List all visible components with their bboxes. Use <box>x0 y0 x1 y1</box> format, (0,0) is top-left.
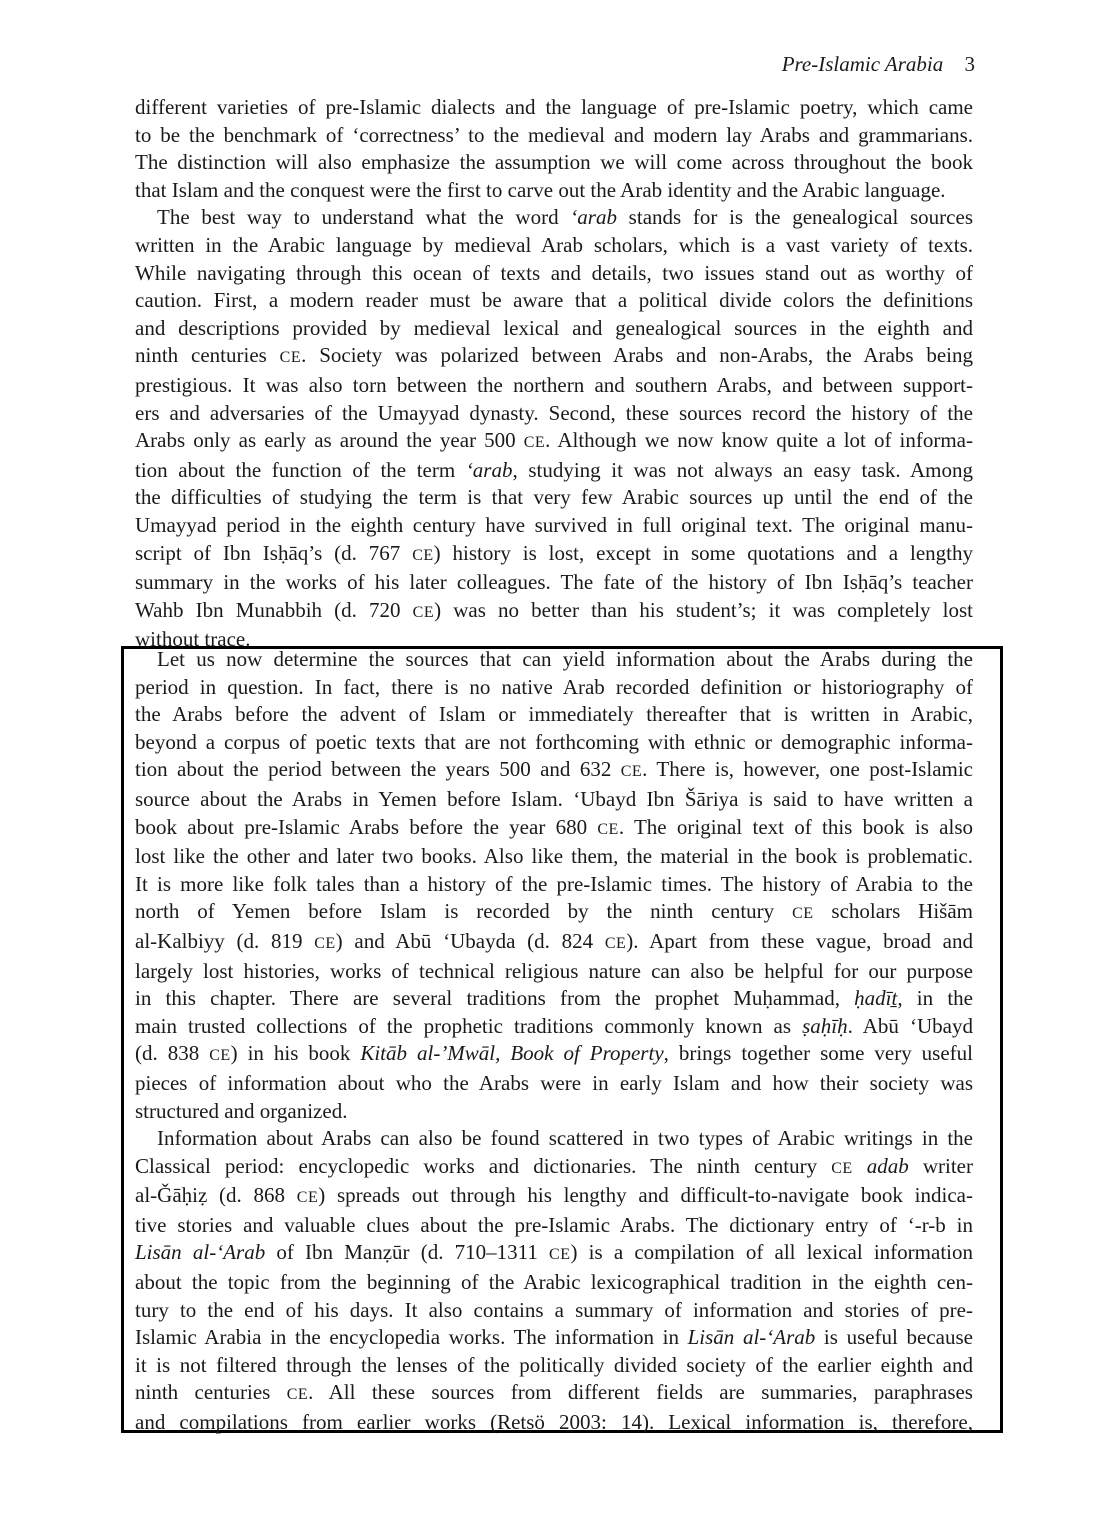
text-line: script of Ibn Isḥāq’s (d. 767 CE) history is lost, except in some quotations and a lengthy <box>135 540 973 565</box>
text-line: the difficulties of studying the term is that very few Arabic sources up until the end of the <box>135 485 973 510</box>
text-line: without trace. <box>135 627 251 652</box>
text-line: Islamic Arabia in the encyclopedia works. The information in Lisān al-‘Arab is useful because <box>135 1325 973 1350</box>
text-line: al-Ǧāḥiẓ (d. 868 CE) spreads out through his lengthy and difficult-to-navigate book indica- <box>135 1183 973 1208</box>
text-line: Arabs only as early as around the year 500 CE. Although we now know quite a lot of informa- <box>135 428 973 453</box>
text-line: Wahb Ibn Munabbih (d. 720 CE) was no better than his student’s; it was completely lost <box>135 597 973 622</box>
text-line: north of Yemen before Islam is recorded by the ninth century CE scholars Hišām <box>135 899 973 924</box>
text-line: and compilations from earlier works (Retsö 2003: 14). Lexical information is, therefore, <box>135 1410 973 1435</box>
text-line: pieces of information about who the Arabs were in early Islam and how their society was <box>135 1070 973 1095</box>
text-line: tive stories and valuable clues about the pre-Islamic Arabs. The dictionary entry of ‘-r-b in <box>135 1212 973 1237</box>
text-line: The distinction will also emphasize the assumption we will come across throughout the book <box>135 150 973 175</box>
text-line: caution. First, a modern reader must be aware that a political divide colors the definitions <box>135 288 973 313</box>
text-line: written in the Arabic language by medieval Arab scholars, which is a vast variety of texts. <box>135 232 973 257</box>
text-line: the Arabs before the advent of Islam or immediately thereafter that is written in Arabic, <box>135 702 973 727</box>
text-line: beyond a corpus of poetic texts that are not forthcoming with ethnic or demographic informa- <box>135 729 973 754</box>
boxed-text-block <box>135 646 973 1437</box>
text-line: book about pre-Islamic Arabs before the year 680 CE. The original text of this book is also <box>135 814 974 839</box>
text-line: it is not filtered through the lenses of the politically divided society of the earlier eighth and <box>135 1352 973 1377</box>
text-line: ninth centuries CE. Society was polarized between Arabs and non-Arabs, the Arabs being <box>135 343 974 368</box>
top-text-block <box>135 94 973 654</box>
text-line: It is more like folk tales than a history of the pre-Islamic times. The history of Arabia to the <box>135 871 973 896</box>
text-line: prestigious. It was also torn between the northern and southern Arabs, and between support- <box>135 372 973 397</box>
text-line: al-Kalbiyy (d. 819 CE) and Abū ‘Ubayda (d. 824 CE). Apart from these vague, broad and <box>135 928 973 953</box>
running-header <box>782 52 975 77</box>
text-line: (d. 838 CE) in his book Kitāb al-’Mwāl, Book of Property, brings together some very useful <box>135 1041 973 1066</box>
text-line: ninth centuries CE. All these sources from different fields are summaries, paraphrases <box>135 1380 973 1405</box>
text-line: Lisān al-‘Arab of Ibn Manẓūr (d. 710–1311 CE) is a compilation of all lexical information <box>135 1240 973 1265</box>
text-line: different varieties of pre-Islamic dialects and the language of pre-Islamic poetry, which came <box>135 95 973 119</box>
text-line: period in question. In fact, there is no native Arab recorded definition or historiography of <box>135 674 973 699</box>
text-line: Let us now determine the sources that can yield information about the Arabs during the <box>157 647 973 671</box>
text-line: tion about the function of the term ‘arab, studying it was not always an easy task. Among <box>135 457 974 482</box>
text-line: source about the Arabs in Yemen before Islam. ‘Ubayd Ibn Šāriya is said to have written a <box>135 786 973 811</box>
text-line: The best way to understand what the word ‘arab stands for is the genealogical sources <box>157 205 973 230</box>
running-title: Pre-Islamic Arabia <box>781 52 944 76</box>
text-line: lost like the other and later two books. Also like them, the material in the book is problematic. <box>135 844 973 869</box>
text-line: Information about Arabs can also be found scattered in two types of Arabic writings in the <box>157 1126 973 1151</box>
page-number: 3 <box>964 52 975 76</box>
text-line: and descriptions provided by medieval lexical and genealogical sources in the eighth and <box>135 315 973 340</box>
text-line: to be the benchmark of ‘correctness’ to the medieval and modern lay Arabs and grammarians. <box>135 122 973 147</box>
text-line: While navigating through this ocean of texts and details, two issues stand out as worthy of <box>135 260 973 285</box>
text-line: tion about the period between the years 500 and 632 CE. There is, however, one post-Islamic <box>135 757 973 782</box>
text-line: summary in the works of his later colleagues. The fate of the history of Ibn Isḥāq’s teacher <box>135 570 973 595</box>
text-line: in this chapter. There are several traditions from the prophet Muḥammad, ḥadīṯ, in the <box>135 986 973 1011</box>
text-line: Classical period: encyclopedic works and dictionaries. The ninth century CE adab writer <box>135 1153 973 1178</box>
text-line: that Islam and the conquest were the first to carve out the Arab identity and the Arabic language. <box>135 177 946 202</box>
text-line: about the topic from the beginning of the Arabic lexicographical tradition in the eighth cen- <box>135 1270 973 1295</box>
text-line: ers and adversaries of the Umayyad dynasty. Second, these sources record the history of the <box>135 400 973 425</box>
text-line: largely lost histories, works of technical religious nature can also be helpful for our purpose <box>135 958 973 983</box>
text-line: structured and organized. <box>135 1098 348 1123</box>
text-line: Umayyad period in the eighth century have survived in full original text. The original manu- <box>135 512 973 537</box>
text-line: tury to the end of his days. It also contains a summary of information and stories of pre- <box>135 1297 973 1322</box>
text-line: main trusted collections of the prophetic traditions commonly known as ṣaḥīḥ. Abū ‘Ubayd <box>135 1013 973 1038</box>
